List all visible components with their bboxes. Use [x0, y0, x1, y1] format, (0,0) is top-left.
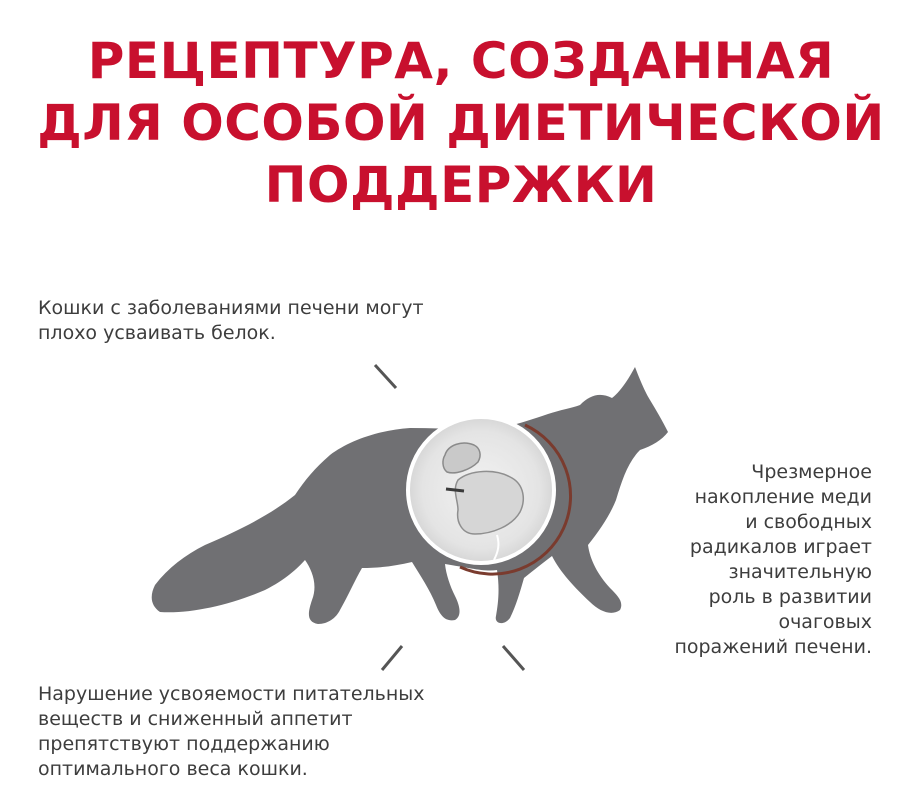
note-protein-absorption [38, 296, 424, 346]
note-line: очаговых [778, 611, 872, 633]
note-line: радикалов играет [689, 536, 872, 558]
note-line: роль в развитии [708, 586, 872, 608]
note-line: оптимального веса кошки. [38, 758, 308, 780]
note-line: Чрезмерное [751, 461, 872, 483]
note-nutrient-absorption [38, 682, 425, 782]
note-line: препятствуют поддержанию [38, 733, 330, 755]
headline-line-3: ПОДДЕРЖКИ [264, 156, 658, 214]
connector-line-bottom-left [38, 646, 402, 670]
note-line: поражений печени. [674, 636, 872, 658]
note-line: плохо усваивать белок. [38, 322, 276, 344]
note-line: значительную [728, 561, 872, 583]
note-line: веществ и сниженный аппетит [38, 708, 353, 730]
note-line: Кошки с заболеваниями печени могут [38, 297, 424, 319]
note-line: накопление меди [694, 486, 872, 508]
note-line: и свободных [745, 511, 872, 533]
note-copper-accumulation [674, 460, 872, 660]
headline-line-1: РЕЦЕПТУРА, СОЗДАННАЯ [87, 32, 835, 90]
note-line: Нарушение усвояемости питательных [38, 683, 425, 705]
connector-line-top-left [38, 365, 396, 388]
headline-line-2: ДЛЯ ОСОБОЙ ДИЕТИЧЕСКОЙ [37, 94, 885, 152]
